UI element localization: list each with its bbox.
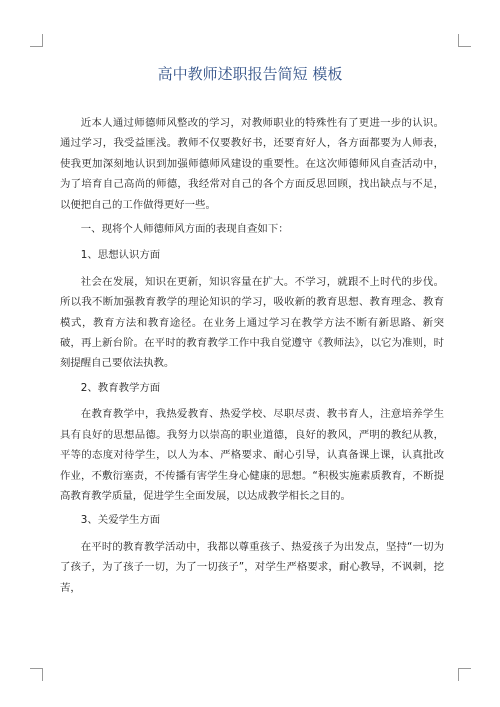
crop-mark-bottom-right (458, 668, 471, 681)
document-body (60, 113, 444, 602)
paragraph-caring-students: 在平时的教育教学活动中，我都以尊重孩子、热爱孩子为出发点，坚持“一切为了孩子，为了孩子一切，为了一切孩子”，对学生严格要求，耐心教导，不讽刺，挖苦， (60, 540, 444, 594)
subheading-caring-students: 3、关爱学生方面 (80, 514, 161, 527)
section-heading-self-check: 一、现将个人师德师风方面的表现自查如下： (80, 223, 289, 236)
document-title: 高中教师述职报告简短 模板 (157, 65, 343, 83)
subheading-teaching: 2、教育教学方面 (80, 381, 161, 394)
crop-mark-top-left (30, 34, 43, 47)
crop-mark-top-right (458, 34, 471, 47)
crop-mark-bottom-left (30, 668, 43, 681)
intro-paragraph: 近本人通过师德师风整改的学习，对教师职业的特殊性有了更进一步的认识。通过学习，我受益匪浅。教师不仅要教好书，还要育好人，各方面都要为人师表，使我更加深刻地认识到加强师德师风建设的重要性。在这次师德师风自查活动中，为了培育自己高尚的师德，我经常对自己的各个方面反思回顾，找出缺点与不足，以便把自己的工作做得更好一些。 (60, 117, 444, 211)
paragraph-thought-awareness: 社会在发展，知识在更新，知识容量在扩大。不学习，就跟不上时代的步伐。所以我不断加强教育教学的理论知识的学习，吸收新的教育思想、教育理念、教育模式，教育方法和教育途径。在业务上通过学习在教学方法不断有新思路、新突破，再上新台阶。在平时的教育教学工作中我自觉遵守《教师法》，以它为准则，时刻提醒自己要依法执教。 (60, 275, 444, 370)
paragraph-teaching: 在教育教学中，我热爱教育、热爱学校、尽职尽责、教书育人，注意培养学生具有良好的思想品德。我努力以崇高的职业道德，良好的教风，严明的教纪从教，平等的态度对待学生，以人为本、严格要求、耐心引导，认真备课上课，认真批改作业，不敷衍塞责，不传播有害学生身心健康的思想。“积极实施素质教育，不断提高教育教学质量，促进学生全面发展，以达成教学相长之目的。 (60, 408, 444, 502)
subheading-thought-awareness: 1、思想认识方面 (80, 249, 161, 262)
